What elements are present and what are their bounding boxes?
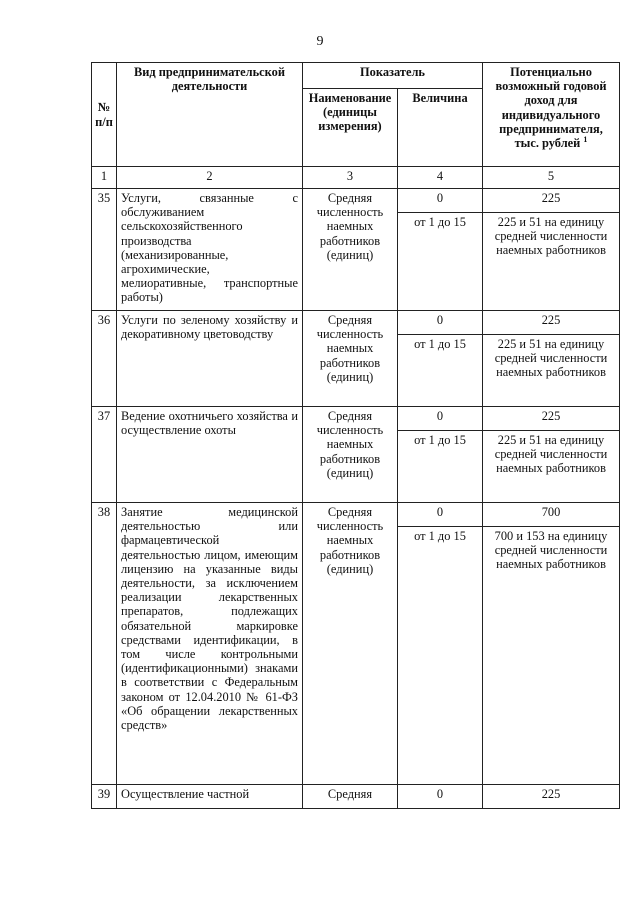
- row-indicator: Средняя численность наемных работников (единиц): [303, 189, 398, 311]
- table-row: [92, 503, 620, 527]
- row-activity: Ведение охотничьего хозяйства и осуществление охоты: [117, 407, 303, 503]
- table-row: [92, 189, 620, 213]
- row-value: от 1 до 15: [398, 335, 483, 407]
- row-indicator: Средняя численность наемных работников (единиц): [303, 503, 398, 785]
- row-income: 225: [483, 785, 620, 809]
- row-income: 225 и 51 на единицу средней численности наемных работников: [483, 431, 620, 503]
- colnum-5: 5: [483, 167, 620, 189]
- table-row: [92, 785, 620, 809]
- row-num: 35: [92, 189, 117, 311]
- row-num: 39: [92, 785, 117, 809]
- row-value: 0: [398, 407, 483, 431]
- row-activity: Осуществление частной: [117, 785, 303, 809]
- colnum-4: 4: [398, 167, 483, 189]
- header-indicator-name: Наименование (единицы измерения): [303, 89, 398, 167]
- row-num: 37: [92, 407, 117, 503]
- row-value: от 1 до 15: [398, 431, 483, 503]
- header-income: Потенциально возможный годовой доход для индивидуального предпринимателя, тыс. рублей $^1$: [483, 63, 620, 167]
- header-indicator: Показатель: [303, 63, 483, 89]
- header-activity: Вид предпринимательской деятельности: [117, 63, 303, 167]
- header-indicator-value: Величина: [398, 89, 483, 167]
- row-value: 0: [398, 785, 483, 809]
- table-row: [92, 407, 620, 431]
- row-value: 0: [398, 189, 483, 213]
- row-income: 225 и 51 на единицу средней численности наемных работников: [483, 335, 620, 407]
- row-income: 225: [483, 189, 620, 213]
- row-value: от 1 до 15: [398, 527, 483, 785]
- colnum-2: 2: [117, 167, 303, 189]
- entrepreneur-income-table: [91, 62, 620, 809]
- row-num: 38: [92, 503, 117, 785]
- row-income: 225: [483, 311, 620, 335]
- page-number: 9: [316, 34, 324, 49]
- row-value: от 1 до 15: [398, 213, 483, 311]
- row-activity: Услуги, связанные с обслуживанием сельскохозяйственного производства (механизированные, агрохимические, мелиоративные, транспортные работы): [117, 189, 303, 311]
- row-indicator: Средняя численность наемных работников (единиц): [303, 311, 398, 407]
- row-income: 225: [483, 407, 620, 431]
- colnum-1: 1: [92, 167, 117, 189]
- row-activity: Занятие медицинской деятельностью или фармацевтической деятельностью лицом, имеющим лицензию на указанные виды деятельности, за исключением реализации лекарственных препаратов, подлежащих обязательной маркировке средствами идентификации, в том числе контрольными (идентификационными) знаками в соответствии с Федеральным законом от 12.04.2010 № 61-ФЗ «Об обращении лекарственных средств»: [117, 503, 303, 785]
- row-activity: Услуги по зеленому хозяйству и декоративному цветоводству: [117, 311, 303, 407]
- income-footnote: 1: [583, 135, 588, 145]
- row-indicator: Средняя: [303, 785, 398, 809]
- colnum-3: 3: [303, 167, 398, 189]
- row-income: 700: [483, 503, 620, 527]
- row-value: 0: [398, 503, 483, 527]
- table-row: [92, 311, 620, 335]
- row-num: 36: [92, 311, 117, 407]
- row-income: 700 и 153 на единицу средней численности наемных работников: [483, 527, 620, 785]
- header-num: № п/п: [92, 63, 117, 167]
- row-value: 0: [398, 311, 483, 335]
- row-income: 225 и 51 на единицу средней численности наемных работников: [483, 213, 620, 311]
- row-indicator: Средняя численность наемных работников (единиц): [303, 407, 398, 503]
